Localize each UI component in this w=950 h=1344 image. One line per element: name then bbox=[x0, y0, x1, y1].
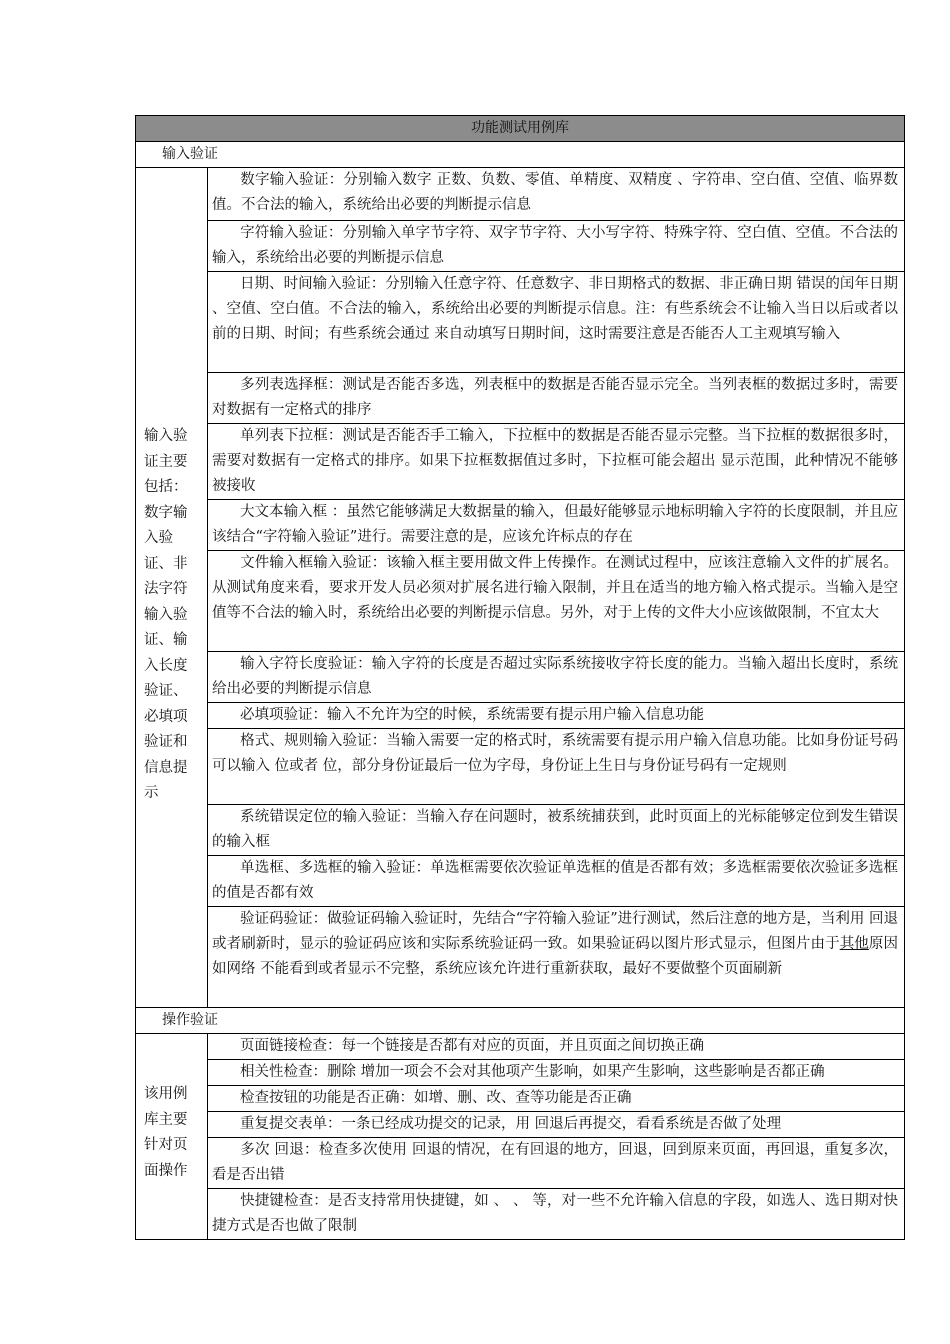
table-cell-item bbox=[208, 168, 905, 221]
item-text: 快捷键检查：是否支持常用快捷键，如 、 、 等，对一些不允许输入信息的字段，如选人、选日期对快捷方式是否也做了限制 bbox=[212, 1193, 898, 1234]
table-row bbox=[136, 805, 905, 856]
table-row bbox=[136, 551, 905, 652]
item-text: 多列表选择框：测试是否能否多选，列表框中的数据是否能否显示完全。当列表框的数据过多时，需要对数据有一定格式的排序 bbox=[212, 377, 898, 418]
table-cell-item bbox=[208, 1189, 905, 1240]
test-case-table bbox=[135, 115, 904, 1240]
table-row bbox=[136, 856, 905, 907]
table-row bbox=[136, 373, 905, 424]
table-cell-item bbox=[208, 729, 905, 805]
table-row bbox=[136, 907, 905, 1008]
side-note-input: 输入验证主要包括：数字输入验证、非法字符输入验证、输入长度验证、必填项验证和信息提示 bbox=[136, 168, 208, 1008]
item-text: 检查按钮的功能是否正确：如增、删、改、查等功能是否正确 bbox=[240, 1090, 632, 1106]
item-text: 输入字符长度验证：输入字符的长度是否超过实际系统接收字符长度的能力。当输入超出长度时，系统给出必要的判断提示信息 bbox=[212, 656, 898, 697]
table-cell-item bbox=[208, 805, 905, 856]
table-row bbox=[136, 272, 905, 373]
item-text: 原因 如网络 不能看到或者显示不完整，系统应该允许进行重新获取，最好不要做整个页面刷新 bbox=[212, 936, 899, 977]
item-text: 格式、规则输入验证：当输入需要一定的格式时，系统需要有提示用户输入信息功能。比如身份证号码可以输入 位或者 位，部分身份证最后一位为字母，身份证上生日与身份证号码有一定规则 bbox=[212, 733, 898, 774]
table-row bbox=[136, 1086, 905, 1112]
title-row bbox=[136, 116, 905, 142]
side-note-operation: 该用例库主要针对页面操作 bbox=[136, 1034, 208, 1240]
table-cell-item bbox=[208, 1112, 905, 1138]
table-cell-item bbox=[208, 856, 905, 907]
table-row bbox=[136, 1034, 905, 1060]
table-row bbox=[136, 1112, 905, 1138]
item-text: 数字输入验证：分别输入数字 正数、负数、零值、单精度、双精度 、字符串、空白值、空值、临界数值。不合法的输入，系统给出必要的判断提示信息 bbox=[212, 172, 898, 213]
item-text: 相关性检查：删除 增加一项会不会对其他项产生影响，如果产生影响，这些影响是否都正确 bbox=[240, 1064, 825, 1080]
item-text: 单选框、多选框的输入验证：单选框需要依次验证单选框的值是否都有效；多选框需要依次验证多选框的值是否都有效 bbox=[212, 860, 898, 901]
item-text: 验证码验证：做验证码输入验证时，先结合“字符输入验证”进行测试，然后注意的地方是，当利用 回退或者刷新时，显示的验证码应该和实际系统验证码一致。如果验证码以图片形式显示，但图片由于 bbox=[212, 911, 898, 952]
table-row bbox=[136, 168, 905, 221]
item-text: 系统错误定位的输入验证：当输入存在问题时，被系统捕获到，此时页面上的光标能够定位到发生错误的输入框 bbox=[212, 809, 898, 850]
table-cell-item bbox=[208, 1060, 905, 1086]
table-cell-item bbox=[208, 652, 905, 703]
table-cell-item bbox=[208, 424, 905, 500]
item-text: 必填项验证：输入不允许为空的时候，系统需要有提示用户输入信息功能 bbox=[240, 707, 704, 723]
table-cell-item bbox=[208, 907, 905, 1008]
table-cell-item bbox=[208, 373, 905, 424]
item-text: 单列表下拉框：测试是否能否手工输入，下拉框中的数据是否能否显示完整。当下拉框的数据很多时，需要对数据有一定格式的排序。如果下拉框数据值过多时，下拉框可能会超出 显示范围，此种情况不能够被接收 bbox=[212, 428, 898, 494]
section-label-operation: 操作验证 bbox=[136, 1008, 905, 1034]
item-text: 文件输入框输入验证：该输入框主要用做文件上传操作。在测试过程中，应该注意输入文件的扩展名。从测试角度来看，要求开发人员必须对扩展名进行输入限制，并且在适当的地方输入格式提示。当输入是空值等不合法的输入时，系统给出必要的判断提示信息。另外，对于上传的文件大小应该做限制，不宜太大 bbox=[212, 555, 898, 621]
table-cell-item bbox=[208, 703, 905, 729]
section-header-operation bbox=[136, 1008, 905, 1034]
table-row bbox=[136, 500, 905, 551]
item-text: 页面链接检查：每一个链接是否都有对应的页面，并且页面之间切换正确 bbox=[240, 1038, 704, 1054]
table-cell-item bbox=[208, 272, 905, 373]
underlined-text: 其他 bbox=[839, 936, 869, 952]
table-row bbox=[136, 1060, 905, 1086]
table-row bbox=[136, 221, 905, 272]
table-row bbox=[136, 703, 905, 729]
table-row bbox=[136, 424, 905, 500]
table bbox=[135, 115, 905, 1240]
table-cell-item bbox=[208, 500, 905, 551]
item-text: 多次 回退：检查多次使用 回退的情况，在有回退的地方，回退，回到原来页面，再回退，重复多次，看是否出错 bbox=[212, 1142, 898, 1183]
table-row bbox=[136, 1189, 905, 1240]
table-title: 功能测试用例库 bbox=[136, 116, 905, 142]
table-row bbox=[136, 1138, 905, 1189]
section-header-input bbox=[136, 142, 905, 168]
table-row bbox=[136, 729, 905, 805]
item-text: 日期、时间输入验证：分别输入任意字符、任意数字、非日期格式的数据、非正确日期 错误的闰年日期 、空值、空白值。不合法的输入，系统给出必要的判断提示信息。注：有些系统会不让输入当日以后或者以前的日期、时间；有些系统会通过 来自动填写日期时间，这时需要注意是否能否人工主观填写输入 bbox=[212, 276, 898, 342]
section-label-input: 输入验证 bbox=[136, 142, 905, 168]
table-cell-item bbox=[208, 1034, 905, 1060]
table-cell-item bbox=[208, 551, 905, 652]
table-row bbox=[136, 652, 905, 703]
table-cell-item bbox=[208, 1086, 905, 1112]
item-text: 字符输入验证：分别输入单字节字符、双字节字符、大小写字符、特殊字符、空白值、空值。不合法的输入，系统给出必要的判断提示信息 bbox=[212, 225, 898, 266]
item-text: 大文本输入框 ：虽然它能够满足大数据量的输入，但最好能够显示地标明输入字符的长度限制，并且应该结合“字符输入验证”进行。需要注意的是，应该允许标点的存在 bbox=[212, 504, 898, 545]
table-cell-item bbox=[208, 1138, 905, 1189]
table-cell-item bbox=[208, 221, 905, 272]
item-text: 重复提交表单：一条已经成功提交的记录，用 回退后再提交，看看系统是否做了处理 bbox=[240, 1116, 782, 1132]
